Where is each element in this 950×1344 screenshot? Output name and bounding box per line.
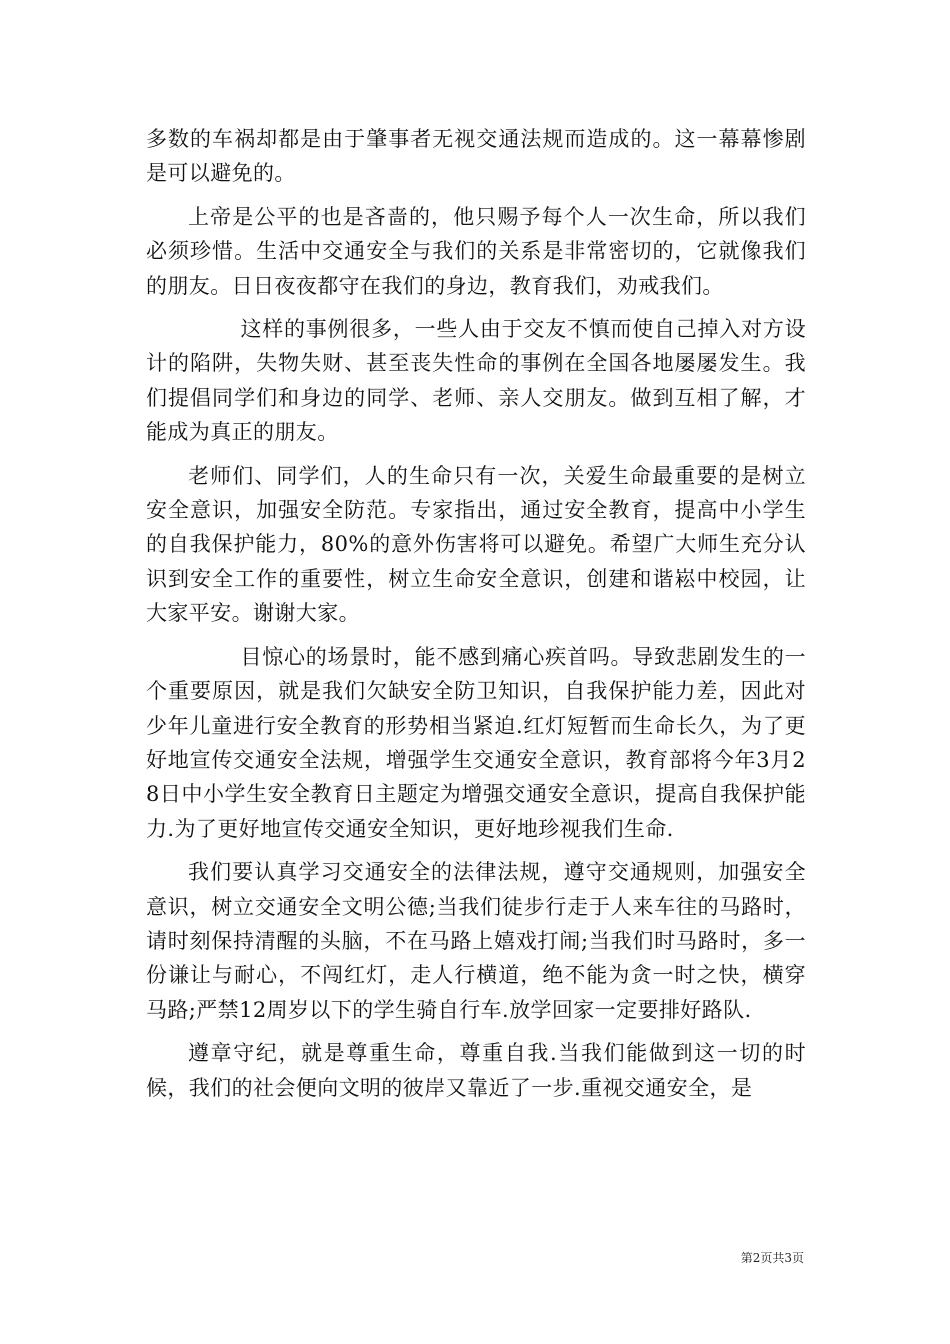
paragraph-5: 目惊心的场景时，能不感到痛心疾首吗。导致悲剧发生的一个重要原因，就是我们欠缺安全防卫知识，自我保护能力差，因此对少年儿童进行安全教育的形势相当紧迫.红灯短暂而生命长久，为了更好地宣传交通安全法规，增强学生交通安全意识，教育部将今年3月28日中小学生安全教育日主题定为增强交通安全意识，提高自我保护能力.为了更好地宣传交通安全知识，更好地珍视我们生命.	[146, 644, 806, 841]
paragraph-6: 我们要认真学习交通安全的法律法规，遵守交通规则，加强安全意识，树立交通安全文明公德;当我们徒步行走于人来车往的马路时，请时刻保持清醒的头脑，不在马路上嬉戏打闹;当我们时马路时，多一份谦让与耐心，不闯红灯，走人行横道，绝不能为贪一时之快，横穿马路;严禁12周岁以下的学生骑自行车.放学回家一定要排好路队.	[146, 860, 806, 1022]
paragraph-3: 这样的事例很多，一些人由于交友不慎而使自己掉入对方设计的陷阱，失物失财、甚至丧失性命的事例在全国各地屡屡发生。我们提倡同学们和身边的同学、老师、亲人交朋友。做到互相了解，才能成为真正的朋友。	[146, 317, 806, 445]
paragraph-4: 老师们、同学们，人的生命只有一次，关爱生命最重要的是树立安全意识，加强安全防范。专家指出，通过安全教育，提高中小学生的自我保护能力，80%的意外伤害将可以避免。希望广大师生充分认识到安全工作的重要性，树立生命安全意识，创建和谐崧中校园，让大家平安。谢谢大家。	[146, 463, 806, 626]
paragraph-1: 多数的车祸却都是由于肇事者无视交通法规而造成的。这一幕幕惨剧是可以避免的。	[146, 127, 806, 186]
paragraph-2: 上帝是公平的也是吝啬的，他只赐予每个人一次生命，所以我们必须珍惜。生活中交通安全与我们的关系是非常密切的，它就像我们的朋友。日日夜夜都守在我们的身边，教育我们，劝戒我们。	[146, 204, 806, 298]
paragraph-7: 遵章守纪，就是尊重生命，尊重自我.当我们能做到这一切的时候，我们的社会便向文明的彼岸又靠近了一步.重视交通安全，是	[146, 1041, 806, 1100]
document-body	[146, 122, 806, 1105]
page-number-footer: 第2页共3页	[740, 1251, 804, 1265]
